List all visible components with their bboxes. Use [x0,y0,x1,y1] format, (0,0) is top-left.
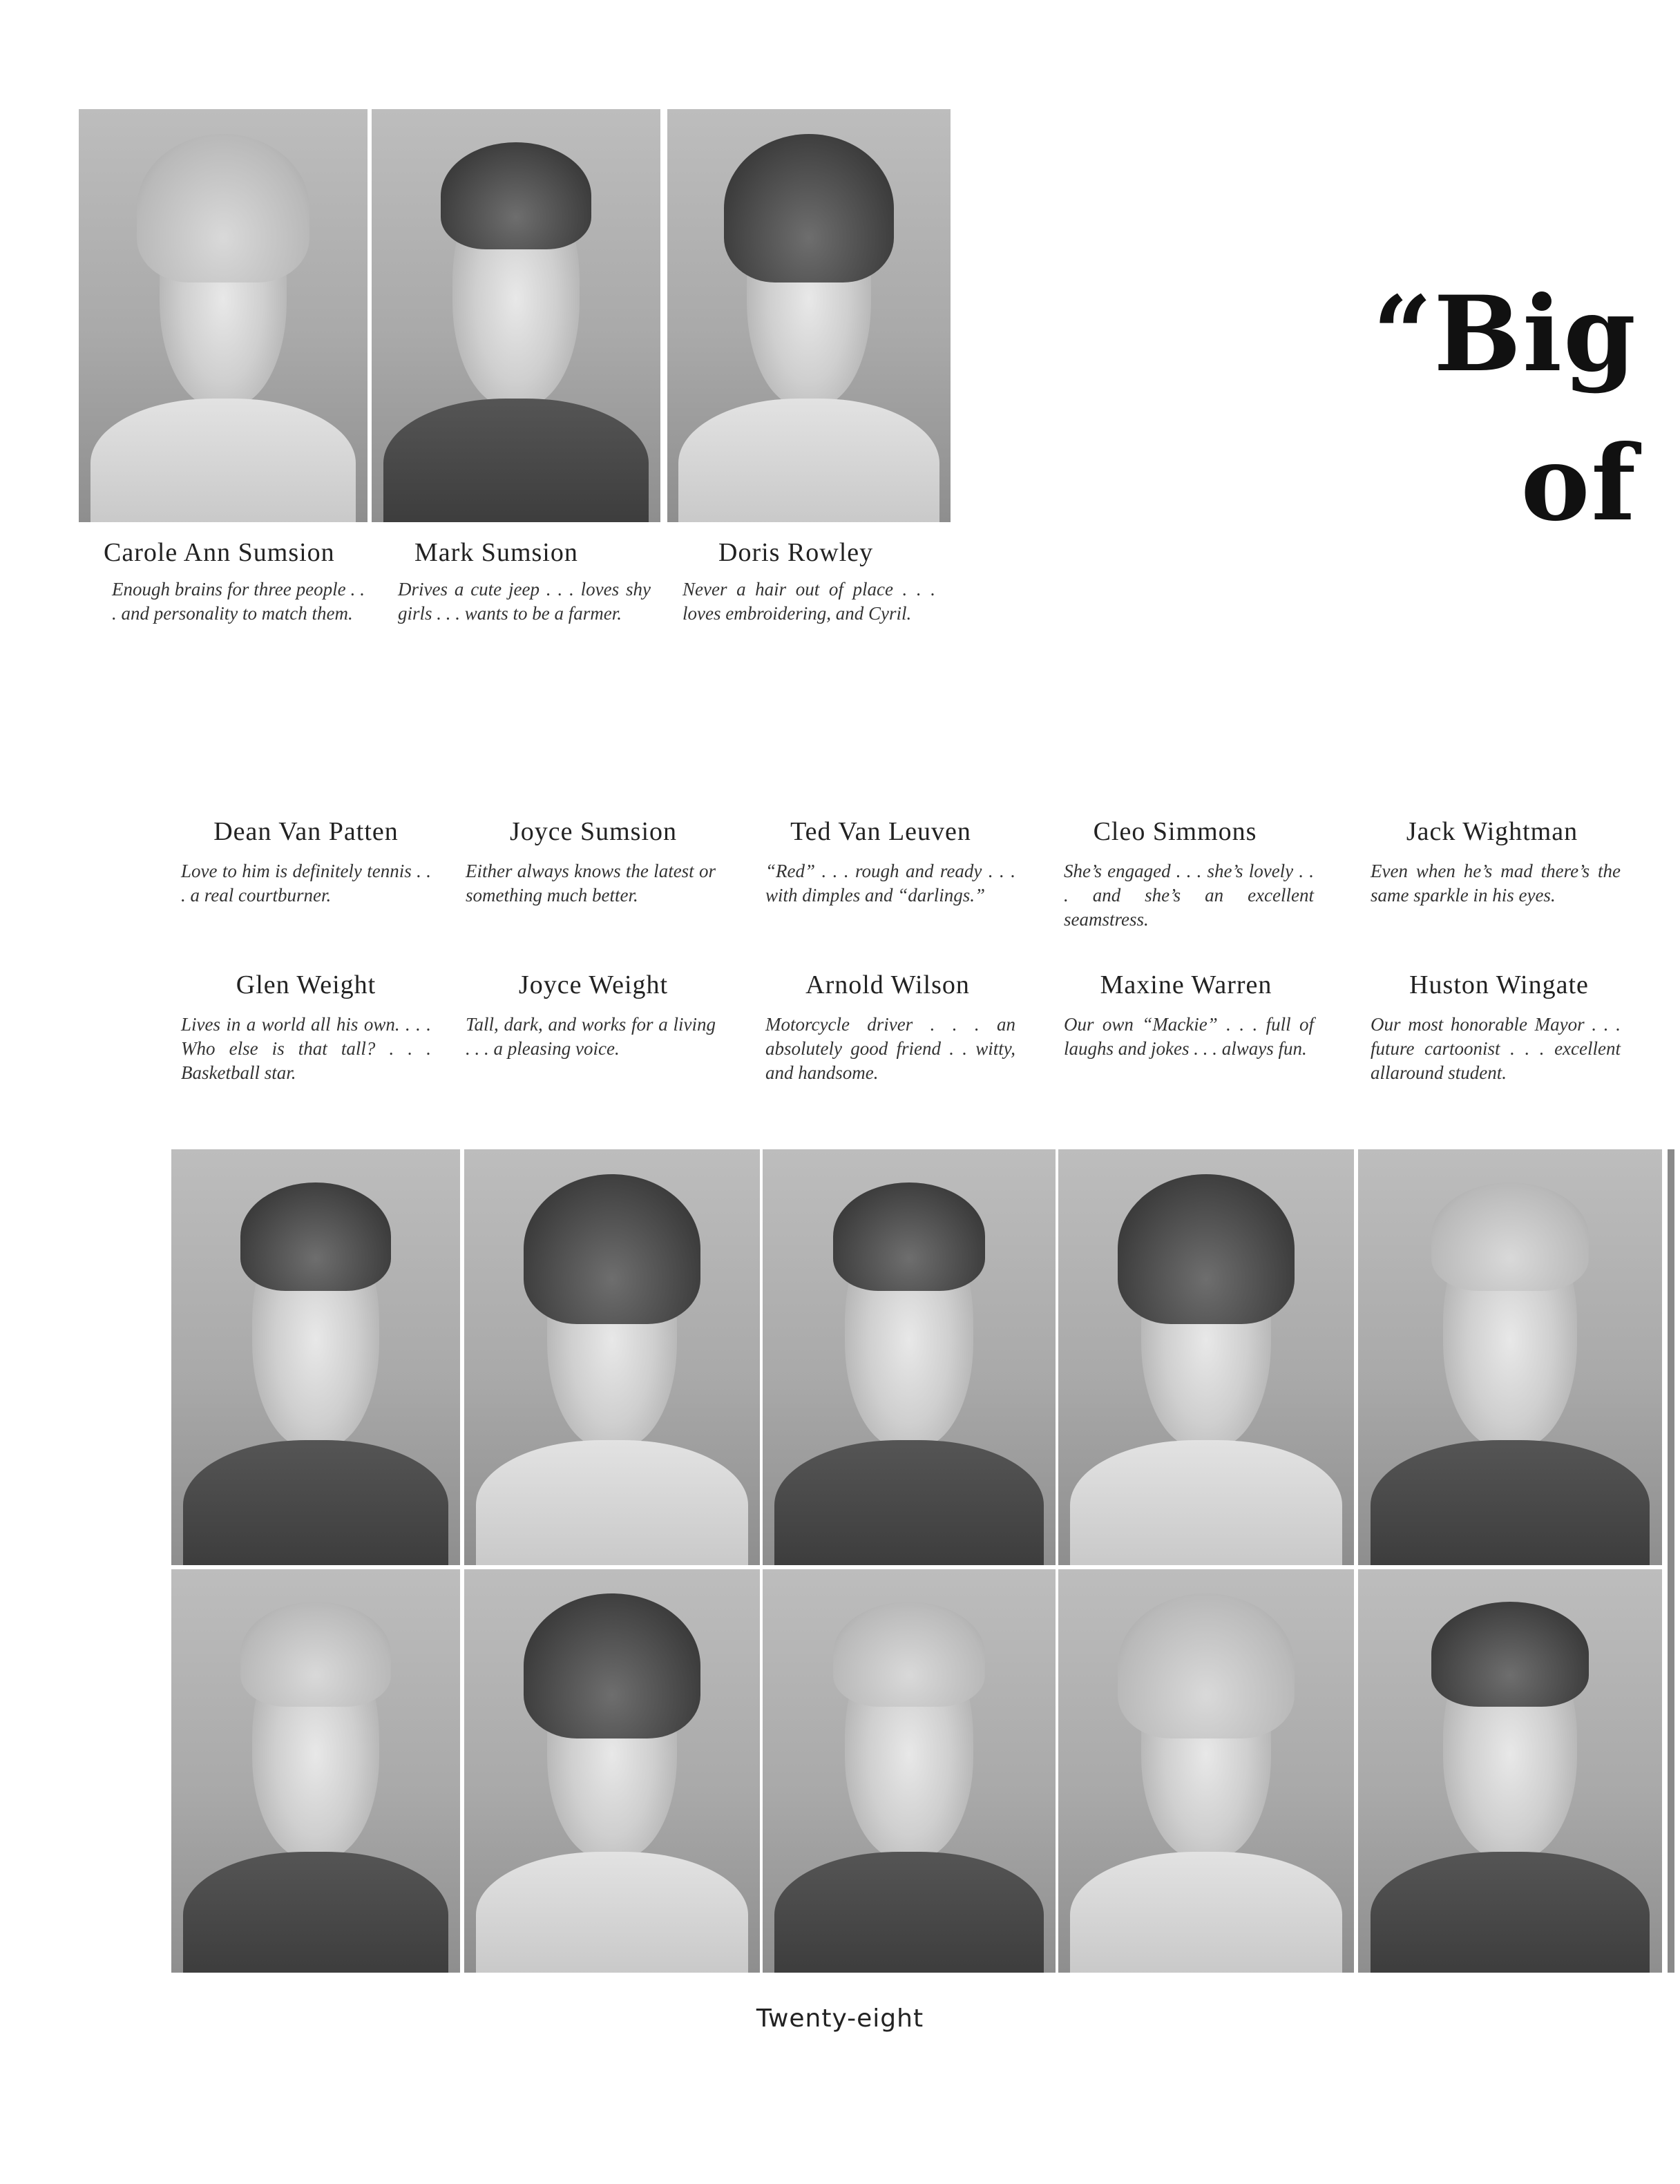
student-name: Jack Wightman [1406,817,1578,846]
portrait-photo [171,1149,460,1565]
student-name: Ted Van Leuven [790,817,971,846]
student-name: Glen Weight [236,970,376,999]
student-caption: Tall, dark, and works for a living . . . a pleasing voice. [466,1014,716,1059]
student-caption: She’s engaged . . . she’s lovely . . . and she’s an excellent seamstress. [1064,861,1314,930]
student-caption: Motorcycle driver . . . an absolutely good friend . . witty, and handsome. [765,1014,1015,1083]
student-caption: Even when he’s mad there’s the same sparkle in his eyes. [1371,861,1621,906]
page-number: Twenty-eight [756,2004,924,2033]
student-caption: Either always knows the latest or something much better. [466,861,716,906]
student-caption: “Red” . . . rough and ready . . . with dimples and “darlings.” [765,861,1015,906]
student-name: Carole Ann Sumsion [104,538,335,567]
portrait-photo [1058,1149,1354,1565]
portrait-photo [1358,1149,1662,1565]
portrait-photo [79,109,368,522]
student-caption: Our own “Mackie” . . . full of laughs and jokes . . . always fun. [1064,1014,1314,1059]
student-name: Huston Wingate [1409,970,1589,999]
student-caption: Drives a cute jeep . . . loves shy girls . . . wants to be a farmer. [398,579,651,624]
student-name: Cleo Simmons [1093,817,1257,846]
portrait-photo [464,1569,760,1973]
portrait-photo [1358,1569,1662,1973]
portrait-photo [372,109,660,522]
adjacent-page-edge [1668,1149,1674,1973]
student-caption: Enough brains for three people . . . and personality to match them. [112,579,365,624]
student-name: Joyce Weight [518,970,669,999]
student-name: Joyce Sumsion [509,817,678,846]
student-name: Doris Rowley [718,538,874,567]
student-caption: Lives in a world all his own. . . . Who else is that tall? . . . Basketball star. [181,1014,431,1083]
portrait-photo [1058,1569,1354,1973]
student-name: Dean Van Patten [213,817,399,846]
portrait-photo [763,1569,1056,1973]
student-name: Arnold Wilson [805,970,970,999]
student-name: Maxine Warren [1100,970,1272,999]
portrait-photo [464,1149,760,1565]
section-title-line-2: of [1520,423,1637,544]
portrait-photo [171,1569,460,1973]
student-name: Mark Sumsion [414,538,578,567]
student-caption: Love to him is definitely tennis . . . a real courtburner. [181,861,431,906]
portrait-photo [763,1149,1056,1565]
student-caption: Our most honorable Mayor . . . future cartoonist . . . excellent allaround student. [1371,1014,1621,1083]
section-title-line-1: “Big [1373,274,1637,395]
portrait-photo [667,109,951,522]
student-caption: Never a hair out of place . . . loves embroidering, and Cyril. [682,579,935,624]
